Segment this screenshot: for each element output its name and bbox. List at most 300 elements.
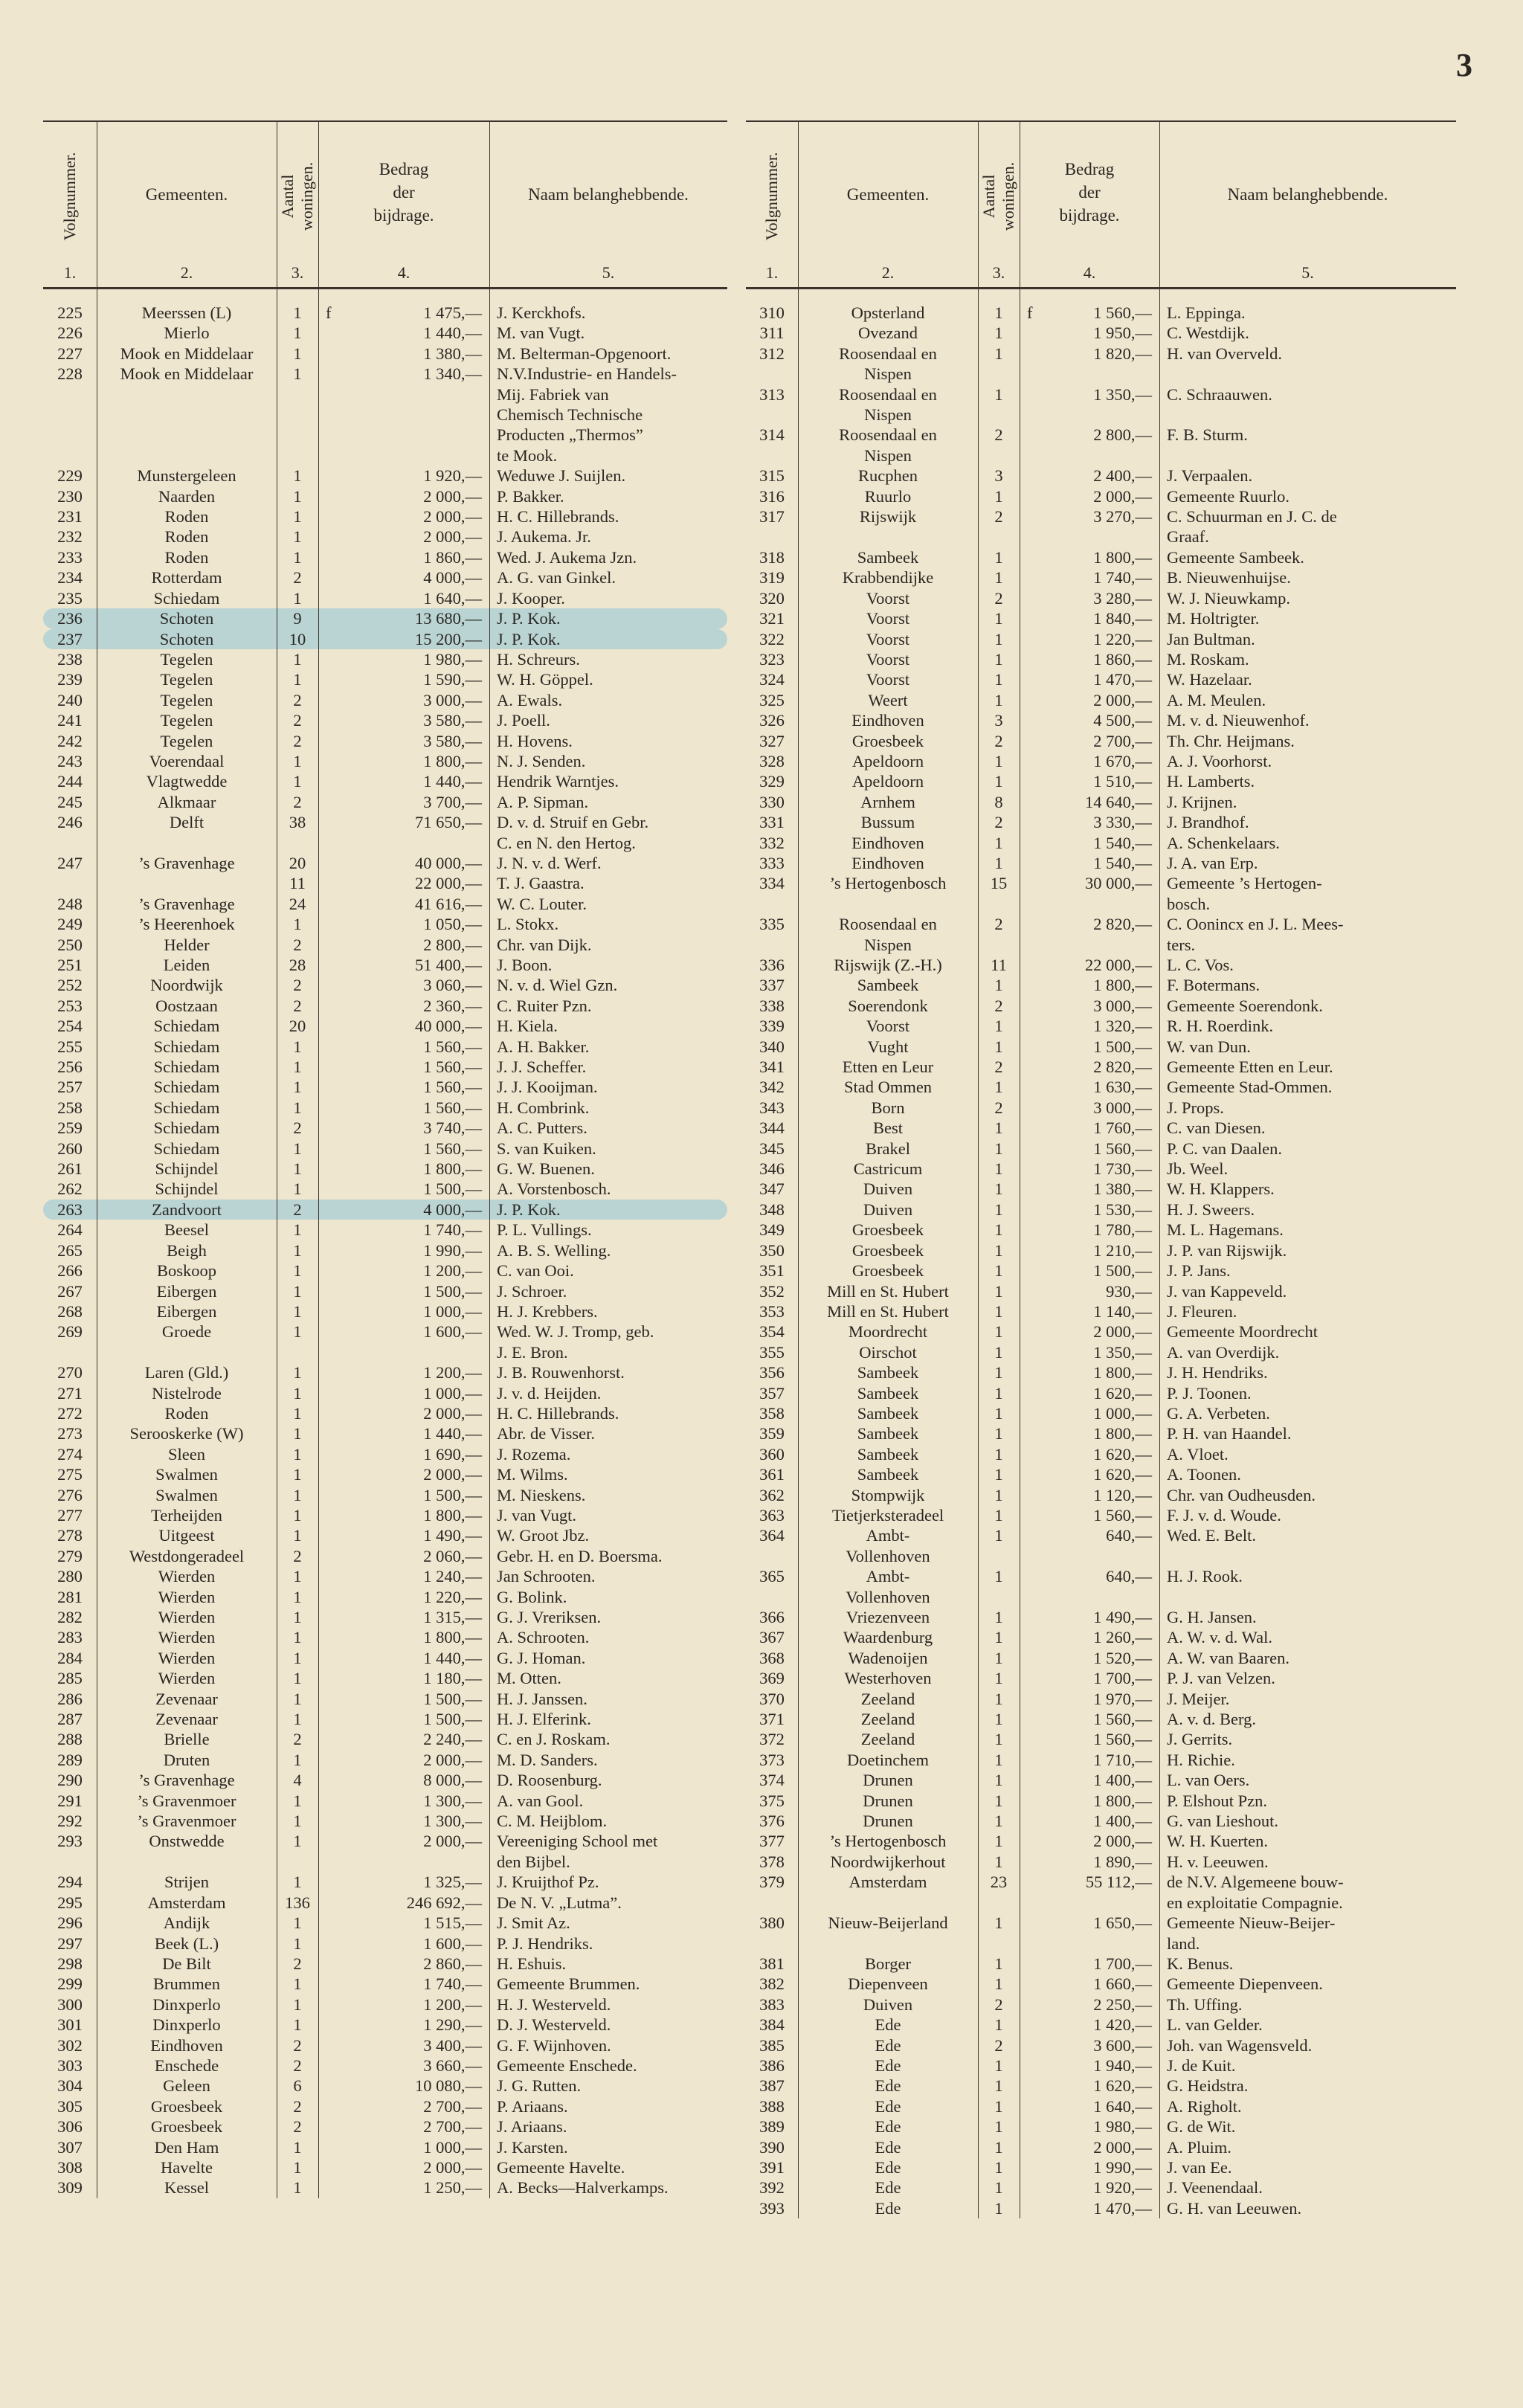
woningen-cell: 1	[293, 1037, 302, 1056]
volgnummer-cell: 257	[57, 1078, 83, 1097]
volgnummer-cell: 377	[759, 1832, 785, 1851]
table-row	[746, 1689, 1456, 1709]
gemeente-cell: Noordwijkerhout	[830, 1852, 946, 1871]
naam-cell: G. de Wit.	[1167, 2117, 1236, 2137]
volgnummer-cell: 305	[57, 2096, 83, 2116]
table-row	[43, 1464, 727, 1484]
woningen-cell: 1	[293, 1934, 302, 1953]
naam-cell: W. C. Louter.	[497, 894, 587, 913]
left-table-body	[43, 303, 727, 2198]
volgnummer-cell: 272	[57, 1403, 83, 1423]
woningen-cell: 1	[293, 588, 302, 608]
volgnummer-cell: 260	[57, 1139, 83, 1158]
table-row	[746, 1872, 1456, 1892]
bedrag-cell: 13 680,—	[415, 609, 482, 628]
volgnummer-cell: 301	[57, 2015, 83, 2035]
naam-cell: L. Eppinga.	[1167, 303, 1246, 322]
naam-cell: Joh. van Wagensveld.	[1167, 2035, 1313, 2055]
bedrag-cell: 1 630,—	[1093, 1078, 1152, 1097]
bedrag-cell: 1 120,—	[1093, 1485, 1152, 1504]
naam-cell: J. G. Rutten.	[497, 2076, 582, 2096]
table-row	[43, 1179, 727, 1199]
gemeente-cell	[97, 384, 277, 405]
bedrag-cell: 1 490,—	[423, 1526, 482, 1545]
table-row	[43, 2157, 727, 2177]
volgnummer-cell: 303	[57, 2056, 83, 2075]
table-row	[43, 669, 727, 689]
volgnummer-cell: 286	[57, 1689, 83, 1708]
naam-cell: J. P. van Rijswijk.	[1167, 1240, 1287, 1260]
table-row	[43, 506, 727, 527]
naam-cell: Gemeente ’s Hertogen-	[1167, 874, 1322, 893]
gemeente-cell: Schiedam	[153, 1017, 220, 1036]
gemeente-cell: Voorst	[866, 670, 910, 689]
naam-cell: A. Schenkelaars.	[1167, 833, 1280, 852]
woningen-cell: 2	[994, 996, 1003, 1015]
naam-cell: A. W. van Baaren.	[1167, 1648, 1289, 1667]
volgnummer-cell: 336	[759, 956, 785, 974]
naam-cell: J. Ariaans.	[497, 2117, 567, 2137]
bedrag-cell: 2 800,—	[1093, 425, 1152, 445]
volgnummer-cell: 280	[57, 1567, 83, 1586]
naam-cell: F. J. v. d. Woude.	[1167, 1505, 1281, 1525]
naam-cell: Th. Chr. Heijmans.	[1167, 731, 1295, 750]
naam-cell: Wed. W. J. Tromp, geb.	[497, 1322, 654, 1342]
naam-cell: P. Ariaans.	[497, 2096, 568, 2116]
volgnummer-cell: 300	[57, 1995, 83, 2014]
naam-cell: J. Krijnen.	[1167, 792, 1237, 811]
woningen-cell: 1	[293, 772, 302, 791]
woningen-cell: 1	[994, 690, 1003, 709]
naam-cell: Gemeente Soerendonk.	[1167, 996, 1323, 1015]
table-row	[43, 1037, 727, 1057]
volgnummer-cell: 379	[759, 1873, 785, 1892]
volgnummer-cell: 356	[759, 1363, 785, 1382]
naam-cell: M. v. d. Nieuwenhof.	[1167, 711, 1310, 730]
table-row	[746, 996, 1456, 1016]
naam-cell: Wed. J. Aukema Jzn.	[497, 547, 637, 567]
table-row	[43, 2035, 727, 2056]
gemeente-cell: Amsterdam	[849, 1873, 927, 1892]
gemeente-cell: Eibergen	[156, 1281, 217, 1301]
volgnummer-cell: 332	[759, 833, 785, 852]
naam-cell: J. Brandhof.	[1167, 813, 1249, 832]
naam-cell: P. H. van Haandel.	[1167, 1424, 1292, 1443]
bedrag-cell: 1 420,—	[1093, 2015, 1152, 2035]
bedrag-cell	[1020, 364, 1159, 384]
table-row	[43, 1770, 727, 1790]
gemeente-cell: Sambeek	[857, 1424, 919, 1443]
volgnummer-cell: 266	[57, 1261, 83, 1281]
volgnummer-cell: 333	[759, 853, 785, 872]
volgnummer-cell: 228	[57, 364, 83, 384]
table-row	[43, 1607, 727, 1627]
volgnummer-cell: 274	[57, 1444, 83, 1464]
gemeente-cell: Amsterdam	[147, 1893, 226, 1912]
volgnummer-cell: 245	[57, 792, 83, 811]
woningen-cell: 2	[994, 915, 1003, 934]
bedrag-cell: 1 350,—	[1093, 1342, 1152, 1362]
bedrag-cell: 2 800,—	[423, 935, 482, 954]
volgnummer-cell: 351	[759, 1261, 785, 1281]
naam-cell: J. Poell.	[497, 711, 550, 730]
bedrag-cell: 1 200,—	[423, 1261, 482, 1281]
gemeente-cell: Tegelen	[160, 670, 213, 689]
naam-cell: P. L. Vullings.	[497, 1220, 592, 1240]
volgnummer-cell: 263	[57, 1200, 83, 1219]
bedrag-cell: 1 315,—	[423, 1608, 482, 1626]
gemeente-cell: Voorst	[866, 649, 910, 669]
bedrag-cell: 51 400,—	[415, 956, 482, 974]
volgnummer-cell: 342	[759, 1078, 785, 1097]
naam-cell: J. Rozema.	[497, 1444, 571, 1464]
naam-cell: H. Kiela.	[497, 1017, 558, 1036]
bedrag-cell: 1 540,—	[1093, 833, 1152, 852]
woningen-cell: 2	[293, 935, 302, 954]
table-row	[746, 1607, 1456, 1627]
table-row	[43, 384, 727, 405]
gemeente-cell: ’s Hertogenbosch	[829, 1832, 947, 1851]
volgnummer-cell: 385	[759, 2035, 785, 2055]
gemeente-cell: Tegelen	[160, 711, 213, 730]
woningen-cell: 1	[994, 609, 1003, 628]
gemeente-cell: Nieuw-Beijerland	[828, 1913, 948, 1933]
gemeente-cell: Zevenaar	[155, 1710, 218, 1729]
table-row	[746, 1750, 1456, 1770]
volgnummer-cell: 243	[57, 751, 83, 770]
naam-cell: M. D. Sanders.	[497, 1750, 598, 1769]
header-aantal-woningen: Aantal woningen. 3.	[978, 122, 1020, 287]
bedrag-cell: 1 515,—	[423, 1913, 482, 1933]
naam-cell: M. van Vugt.	[497, 323, 585, 343]
naam-cell: J. A. van Erp.	[1167, 853, 1258, 872]
gemeente-cell: Groesbeek	[150, 2117, 223, 2137]
bedrag-cell: 2 000,—	[423, 486, 482, 506]
table-row	[43, 588, 727, 608]
bedrag-cell: 40 000,—	[415, 853, 482, 872]
naam-cell: A. Ewals.	[497, 690, 563, 709]
gemeente-cell: Ede	[875, 2157, 901, 2177]
volgnummer-cell: 386	[759, 2056, 785, 2075]
volgnummer-cell: 318	[759, 547, 785, 567]
naam-cell: A. van Overdijk.	[1167, 1342, 1280, 1362]
gemeente-cell: Roosendaal en	[839, 425, 937, 445]
table-row	[43, 1954, 727, 1974]
gemeente-cell: Zeeland	[860, 1689, 915, 1708]
volgnummer-cell: 326	[759, 711, 785, 730]
bedrag-cell: 1 800,—	[423, 1628, 482, 1647]
volgnummer-cell: 264	[57, 1220, 83, 1240]
bedrag-cell: 1 620,—	[1093, 1444, 1152, 1464]
woningen-cell: 1	[994, 1363, 1003, 1382]
volgnummer-cell: 265	[57, 1240, 83, 1260]
naam-cell: de N.V. Algemeene bouw-	[1167, 1873, 1344, 1892]
bedrag-cell: 1 500,—	[423, 1179, 482, 1199]
naam-cell: A. G. van Ginkel.	[497, 568, 616, 587]
table-row	[43, 303, 727, 323]
naam-cell: G. H. Jansen.	[1167, 1608, 1257, 1626]
volgnummer-cell: 304	[57, 2076, 83, 2096]
gemeente-cell: Wierden	[158, 1608, 216, 1626]
gemeente-cell: Stad Ommen	[843, 1078, 933, 1097]
volgnummer-cell: 364	[759, 1526, 785, 1545]
table-row	[43, 466, 727, 486]
woningen-cell: 2	[293, 996, 302, 1015]
bedrag-cell: 1 800,—	[423, 751, 482, 770]
woningen-cell: 1	[293, 466, 302, 486]
gemeente-cell: Castricum	[853, 1159, 923, 1179]
woningen-cell: 1	[994, 670, 1003, 689]
woningen-cell: 1	[293, 1648, 302, 1667]
volgnummer-cell: 287	[57, 1710, 83, 1729]
naam-cell: W. Groot Jbz.	[497, 1526, 590, 1545]
naam-cell: J. Meijer.	[1167, 1689, 1230, 1708]
gemeente-cell: Roosendaal en	[839, 384, 937, 404]
gemeente-cell: Diepenveen	[848, 1974, 928, 1994]
bedrag-cell: 2 400,—	[1093, 466, 1152, 486]
naam-cell: A. Vorstenbosch.	[497, 1179, 611, 1199]
bedrag-cell: 1 800,—	[1093, 976, 1152, 995]
volgnummer-cell: 383	[759, 1995, 785, 2014]
woningen-cell: 1	[293, 1383, 302, 1403]
naam-cell: Gemeente Ruurlo.	[1167, 486, 1289, 506]
volgnummer-cell: 236	[57, 609, 83, 628]
gemeente-cell: Swalmen	[155, 1485, 218, 1504]
naam-cell: A. Righolt.	[1167, 2096, 1242, 2116]
table-row	[43, 649, 727, 669]
gemeente-cell: De Bilt	[162, 1954, 211, 1973]
naam-cell: J. Verpaalen.	[1167, 466, 1253, 486]
gemeente-cell: Zandvoort	[152, 1200, 222, 1219]
woningen-cell: 1	[293, 1587, 302, 1606]
bedrag-cell: 1 340,—	[423, 364, 482, 384]
woningen-cell: 1	[293, 649, 302, 669]
currency-mark: f	[326, 303, 332, 322]
volgnummer-cell: 225	[57, 303, 83, 322]
table-row	[746, 955, 1456, 975]
woningen-cell: 1	[293, 1098, 302, 1117]
table-row	[746, 1037, 1456, 1057]
volgnummer-cell: 325	[759, 690, 785, 709]
woningen-cell: 1	[994, 1118, 1003, 1138]
gemeente-cell: Ede	[875, 2015, 901, 2035]
woningen-cell: 1	[994, 629, 1003, 648]
naam-cell: P. J. Hendriks.	[497, 1934, 593, 1953]
gemeente-cell: ’s Heerenhoek	[138, 915, 235, 934]
naam-cell: J. van Ee.	[1167, 2157, 1232, 2177]
naam-cell: P. Elshout Pzn.	[1167, 1791, 1268, 1810]
naam-cell: J. Kruijthof Pz.	[497, 1873, 599, 1892]
bedrag-cell: 1 440,—	[423, 772, 482, 791]
naam-cell	[1159, 1546, 1456, 1566]
volgnummer-cell: 290	[57, 1771, 83, 1790]
woningen-cell: 2	[293, 731, 302, 750]
naam-cell: A. W. v. d. Wal.	[1167, 1628, 1272, 1647]
woningen-cell: 28	[289, 956, 306, 974]
bedrag-cell: 1 980,—	[1093, 2117, 1152, 2137]
table-row	[746, 1301, 1456, 1321]
naam-cell: J. Boon.	[497, 956, 553, 974]
naam-cell: J. Schroer.	[497, 1281, 567, 1301]
bedrag-cell: 1 710,—	[1093, 1750, 1152, 1769]
table-row	[746, 466, 1456, 486]
naam-cell: Gemeente Enschede.	[497, 2056, 637, 2075]
table-row	[746, 1505, 1456, 1525]
table-row	[43, 2096, 727, 2116]
header-volgnummer: Volgnummer. 1.	[746, 122, 799, 287]
gemeente-cell: Groesbeek	[851, 1220, 924, 1240]
gemeente-cell: Roosendaal en	[839, 344, 937, 363]
gemeente-cell: Stompwijk	[851, 1485, 925, 1504]
woningen-cell: 1	[293, 1689, 302, 1708]
naam-cell: J. Fleuren.	[1167, 1301, 1237, 1321]
gemeente-cell: Schiedam	[153, 1098, 220, 1117]
volgnummer-cell: 343	[759, 1098, 785, 1117]
table-row	[43, 1648, 727, 1668]
volgnummer-cell: 309	[57, 2178, 83, 2198]
naam-cell: J. E. Bron.	[497, 1342, 568, 1362]
gemeente-cell: Nispen	[864, 364, 912, 384]
volgnummer-cell: 355	[759, 1342, 785, 1362]
volgnummer-cell: 247	[57, 853, 83, 872]
gemeente-cell: Doetinchem	[847, 1750, 929, 1769]
volgnummer-cell: 267	[57, 1281, 83, 1301]
bedrag-cell: 1 050,—	[423, 915, 482, 934]
gemeente-cell: Nispen	[864, 405, 912, 425]
bedrag-cell	[1020, 445, 1159, 466]
gemeente-cell: Brakel	[866, 1139, 910, 1158]
bedrag-cell: 1 860,—	[1093, 649, 1152, 669]
bedrag-cell: 2 250,—	[1093, 1995, 1152, 2014]
woningen-cell: 1	[994, 2056, 1003, 2075]
naam-cell: W. J. Nieuwkamp.	[1167, 588, 1291, 608]
naam-cell: P. Bakker.	[497, 486, 564, 506]
table-row	[746, 1179, 1456, 1199]
naam-cell: M. Otten.	[497, 1669, 561, 1688]
table-row	[746, 567, 1456, 587]
volgnummer-cell: 369	[759, 1669, 785, 1688]
woningen-cell: 1	[293, 1444, 302, 1464]
table-row	[746, 771, 1456, 791]
bedrag-cell	[318, 405, 489, 425]
woningen-cell: 2	[293, 1954, 302, 1973]
bedrag-cell: 1 470,—	[1093, 2198, 1152, 2218]
table-row	[43, 1811, 727, 1831]
bedrag-cell: 1 640,—	[1093, 2096, 1152, 2116]
volgnummer-cell	[43, 1852, 97, 1872]
volgnummer-cell: 329	[759, 772, 785, 791]
naam-cell: ters.	[1167, 935, 1196, 954]
gemeente-cell: Soerendonk	[848, 996, 928, 1015]
woningen-cell	[978, 1587, 1020, 1607]
bedrag-cell: 1 660,—	[1093, 1974, 1152, 1994]
naam-cell: C. Ruiter Pzn.	[497, 996, 592, 1015]
volgnummer-cell: 281	[57, 1587, 83, 1606]
gemeente-cell: ’s Gravenmoer	[137, 1812, 236, 1831]
naam-cell: S. van Kuiken.	[497, 1139, 596, 1158]
bedrag-cell	[1020, 1546, 1159, 1566]
table-row	[746, 1770, 1456, 1790]
volgnummer-cell: 269	[57, 1322, 83, 1342]
table-row	[43, 2116, 727, 2137]
volgnummer-cell: 252	[57, 976, 83, 995]
naam-cell: D. J. Westerveld.	[497, 2015, 611, 2035]
volgnummer-cell: 297	[57, 1934, 83, 1953]
bedrag-cell: 3 280,—	[1093, 588, 1152, 608]
gemeente-cell: Roden	[164, 547, 209, 567]
bedrag-cell: 1 250,—	[423, 2178, 482, 2198]
column-rule	[798, 120, 799, 2218]
bedrag-cell: 1 180,—	[423, 1669, 482, 1688]
woningen-cell: 1	[994, 1505, 1003, 1525]
gemeente-cell: Eindhoven	[851, 711, 924, 730]
naam-cell: J. Kerckhofs.	[497, 303, 586, 322]
column-rule	[489, 120, 490, 2198]
bedrag-cell	[1020, 894, 1159, 914]
volgnummer-cell: 241	[57, 711, 83, 730]
table-row	[43, 527, 727, 547]
gemeente-cell: Ambt-	[866, 1567, 910, 1586]
woningen-cell: 2	[293, 1546, 302, 1565]
volgnummer-cell: 337	[759, 976, 785, 995]
woningen-cell: 2	[994, 1995, 1003, 2014]
gemeente-cell: Roden	[164, 507, 209, 527]
naam-cell: H. J. Westerveld.	[497, 1995, 611, 2014]
gemeente-cell: Groesbeek	[150, 2096, 223, 2116]
woningen-cell: 15	[990, 874, 1008, 893]
volgnummer-cell: 375	[759, 1791, 785, 1810]
bedrag-cell: 1 800,—	[423, 1159, 482, 1179]
table-row	[746, 1995, 1456, 2015]
volgnummer-cell: 345	[759, 1139, 785, 1158]
woningen-cell: 2	[994, 1098, 1003, 1117]
gemeente-cell: Apeldoorn	[851, 772, 924, 791]
bedrag-cell: 3 700,—	[423, 792, 482, 811]
woningen-cell: 1	[994, 384, 1003, 404]
naam-cell: H. J. Sweers.	[1167, 1200, 1255, 1219]
volgnummer-cell: 323	[759, 649, 785, 669]
naam-cell: A. Schrooten.	[497, 1628, 590, 1647]
naam-cell: G. H. van Leeuwen.	[1167, 2198, 1302, 2218]
volgnummer-cell: 324	[759, 670, 785, 689]
table-row	[746, 1321, 1456, 1342]
gemeente-cell: Geleen	[163, 2076, 210, 2096]
gemeente-cell: Nispen	[864, 445, 912, 465]
woningen-cell: 1	[994, 1710, 1003, 1729]
bedrag-cell: 3 580,—	[423, 731, 482, 750]
bedrag-cell: 1 990,—	[423, 1240, 482, 1260]
table-row	[746, 1709, 1456, 1729]
gemeente-cell: Munstergeleen	[137, 466, 236, 486]
bedrag-cell: 3 740,—	[423, 1118, 482, 1138]
volgnummer-cell: 248	[57, 894, 83, 913]
naam-cell	[1159, 405, 1456, 425]
naam-cell: H. Richie.	[1167, 1750, 1235, 1769]
gemeente-cell: Duiven	[863, 1995, 913, 2014]
table-row	[43, 1281, 727, 1301]
naam-cell: J. P. Jans.	[1167, 1261, 1231, 1281]
naam-cell: J. v. d. Heijden.	[497, 1383, 602, 1403]
gemeente-cell: Schiedam	[153, 1057, 220, 1077]
woningen-cell	[978, 1934, 1020, 1954]
woningen-cell: 1	[293, 364, 302, 384]
table-row	[746, 1240, 1456, 1261]
naam-cell: Gemeente Sambeek.	[1167, 547, 1304, 567]
gemeente-cell: Naarden	[158, 486, 216, 506]
naam-cell: H. J. Janssen.	[497, 1689, 587, 1708]
woningen-cell: 1	[293, 1403, 302, 1423]
volgnummer-cell: 370	[759, 1689, 785, 1708]
